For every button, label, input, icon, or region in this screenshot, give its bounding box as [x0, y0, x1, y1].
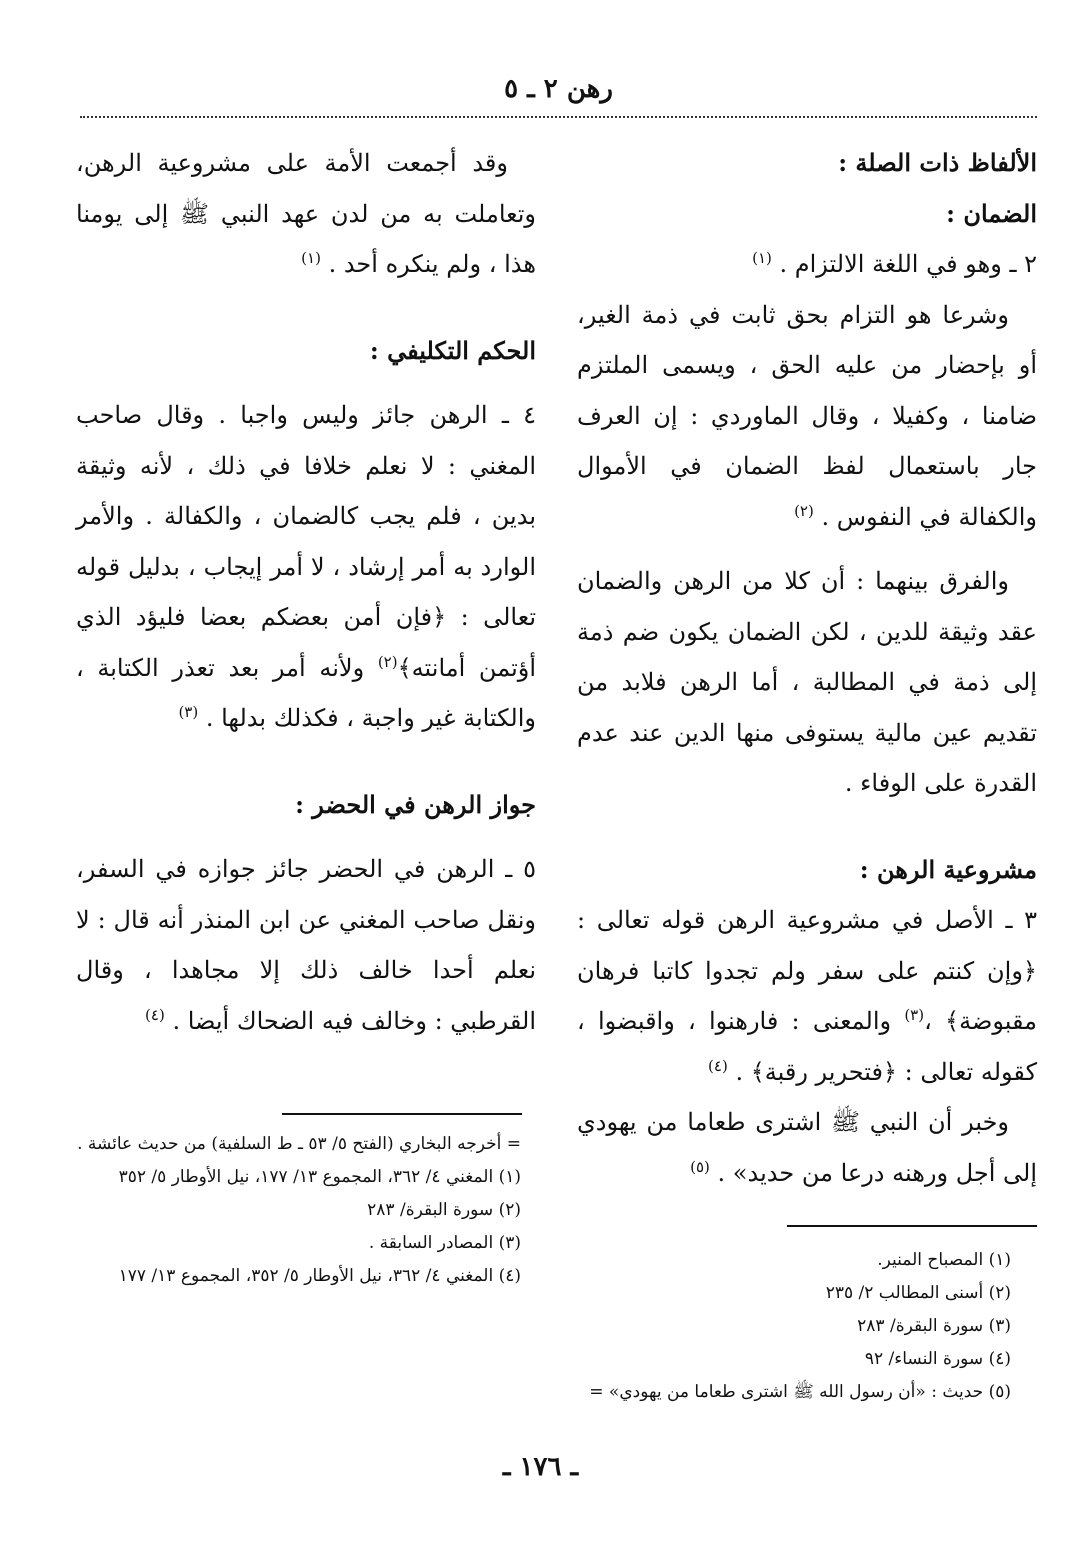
footnote-item: (٤) سورة النساء/ ٩٢ — [864, 1349, 1011, 1369]
right-column — [577, 138, 1037, 1198]
footnote-ref: (٥) — [690, 1157, 710, 1176]
running-header: رهن ٢ ـ ٥ — [504, 74, 613, 104]
heading-legitimacy: مشروعية الرهن : — [859, 854, 1037, 884]
footnote-ref: (١) — [752, 249, 772, 267]
footnote-item: (٣) المصادر السابقة . — [368, 1233, 521, 1253]
paragraph-4: ٤ ـ الرهن جائز وليس واجبا . وقال صاحب المغني : لا نعلم خلافا في ذلك ، لأنه وثيقة بدين ، فلم يجب كالضمان ، والكفالة . والأمر الوارد به أمر إرشاد ، لا أمر إيجاب ، بدليل قوله تعالى : ﴿فإن أمن بعضكم بعضا فليؤد الذي أؤتمن أمانته﴾$^{(٢)}$ ولأنه أمر بعد تعذر الكتابة ، والكتابة غير واجبة ، فكذلك بدلها . $^{(٣)}$ — [76, 401, 537, 732]
footnote-ref: (٢) — [377, 652, 398, 671]
footnotes-right — [581, 1244, 1011, 1409]
footnote-divider-right — [787, 1225, 1037, 1227]
heading-presence: جواز الرهن في الحضر : — [295, 789, 536, 819]
footnote-ref: (٣) — [178, 703, 199, 721]
paragraph-consensus: وقد أجمعت الأمة على مشروعية الرهن، وتعاملت به من لدن عهد النبي ﷺ إلى يومنا هذا ، ولم ينكره أحد . $^{(١)}$ — [76, 149, 536, 278]
footnote-ref: (١) — [301, 249, 321, 267]
paragraph-2-intro: ٢ ـ وهو في اللغة الالتزام . $^{(١)}$ — [752, 249, 1037, 278]
paragraph-3: ٣ ـ الأصل في مشروعية الرهن قوله تعالى : ﴿وإن كنتم على سفر ولم تجدوا كاتبا فرهان مقبوضة﴾ ،$^{(٣)}$ والمعنى : فارهنوا ، واقبضوا ، كقوله تعالى : ﴿فتحرير رقبة﴾ . $^{(٤)}$ — [577, 906, 1037, 1086]
paragraph-5: ٥ ـ الرهن في الحضر جائز جوازه في السفر، ونقل صاحب المغني عن ابن المنذر أنه قال : لا نعلم أحدا خالف ذلك إلا مجاهدا ، وقال القرطبي : وخالف فيه الضحاك أيضا . $^{(٤)}$ — [76, 855, 536, 1035]
heading-legal-ruling: الحكم التكليفي : — [369, 335, 536, 365]
footnote-item: (١) المصباح المنير. — [877, 1250, 1011, 1270]
paragraph-difference: والفرق بينهما : أن كلا من الرهن والضمان عقد وثيقة للدين ، لكن الضمان يكون ضم ذمة إلى ذمة في المطالبة ، أما الرهن فلابد من تقديم عين مالية يستوفى منها الدين عند عدم القدرة على الوفاء . — [577, 567, 1037, 797]
footnote-ref: (٤) — [708, 1056, 728, 1075]
footnote-item: (٤) المغني ٤/ ٣٦٢، نيل الأوطار ٥/ ٣٥٢، المجموع ١٣/ ١٧٧ — [118, 1266, 521, 1286]
heading-daman: الضمان : — [946, 198, 1037, 228]
footnote-item: = أخرجه البخاري (الفتح ٥/ ٥٣ ـ ط السلفية) من حديث عائشة . — [77, 1134, 521, 1154]
footnote-item: (٢) سورة البقرة/ ٢٨٣ — [367, 1200, 521, 1220]
heading-related-terms: الألفاظ ذات الصلة : — [838, 148, 1037, 177]
page-number: ـ ١٧٦ ـ — [502, 1452, 579, 1482]
footnote-divider-left — [282, 1113, 522, 1115]
footnote-ref: (٢) — [794, 501, 814, 520]
paragraph-2-body: وشرعا هو التزام بحق ثابت في ذمة الغير، أو بإحضار من عليه الحق ، ويسمى الملتزم ضامنا ، وكفيلا ، وقال الماوردي : إن العرف جار باستعمال لفظ الضمان في الأموال والكفالة في النفوس . $^{(٢)}$ — [577, 300, 1037, 531]
paragraph-3-hadith: وخبر أن النبي ﷺ اشترى طعاما من يهودي إلى أجل ورهنه درعا من حديد» . $^{(٥)}$ — [577, 1108, 1037, 1187]
left-column — [76, 138, 536, 1046]
header-dotted-rule — [80, 116, 1037, 118]
footnote-item: (٢) أسنى المطالب ٢/ ٢٣٥ — [825, 1283, 1011, 1303]
footnote-ref: (٤) — [145, 1005, 165, 1024]
footnote-item: (١) المغني ٤/ ٣٦٢، المجموع ١٣/ ١٧٧، نيل الأوطار ٥/ ٣٥٢ — [118, 1167, 521, 1187]
footnote-ref: (٣) — [904, 1006, 925, 1024]
footnotes-left — [76, 1128, 521, 1293]
footnote-item: (٥) حديث : «أن رسول الله ﷺ اشترى طعاما من يهودي» = — [589, 1382, 1011, 1402]
footnote-item: (٣) سورة البقرة/ ٢٨٣ — [857, 1316, 1011, 1336]
